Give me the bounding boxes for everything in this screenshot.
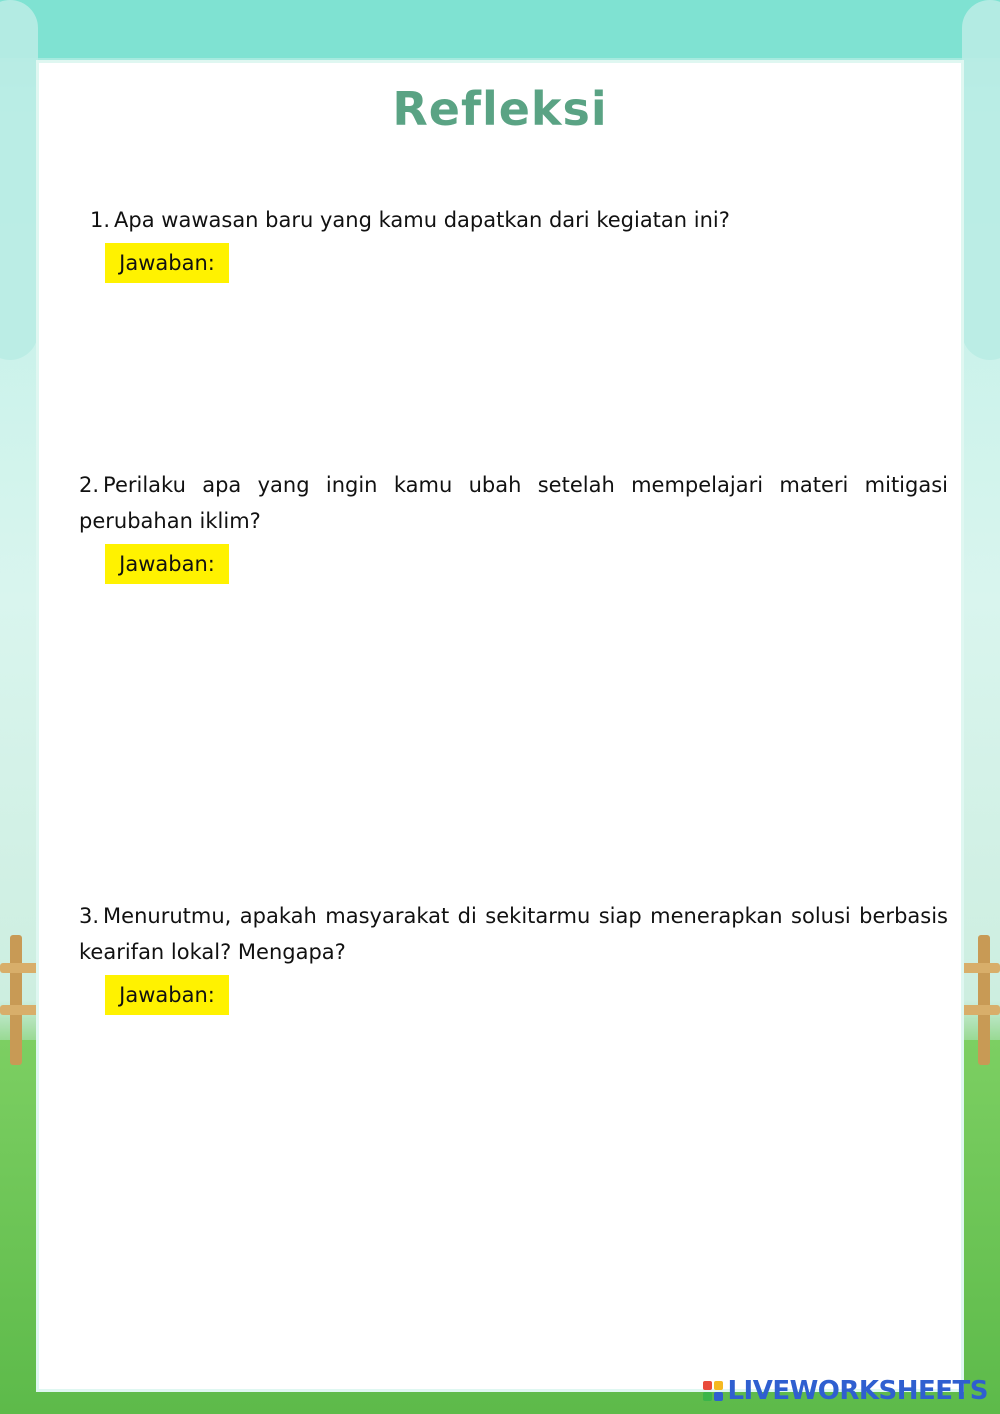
answer-area-1[interactable] <box>105 290 945 450</box>
liveworksheets-logo <box>703 1374 988 1408</box>
question-number: 3. <box>79 904 100 928</box>
question-number: 2. <box>79 473 100 497</box>
answer-label: Jawaban: <box>105 975 229 1015</box>
page-title: Refleksi <box>392 82 608 136</box>
liveworksheets-icon <box>703 1381 723 1401</box>
tree-decoration-left <box>0 0 38 360</box>
top-banner <box>0 0 1000 58</box>
answer-label: Jawaban: <box>105 243 229 283</box>
answer-area-3[interactable] <box>105 1021 945 1361</box>
question-3 <box>79 898 948 970</box>
answer-label: Jawaban: <box>105 544 229 584</box>
brand-name: LIVEWORKSHEETS <box>727 1376 988 1406</box>
question-1 <box>90 202 950 238</box>
tree-decoration-right <box>962 0 1000 360</box>
question-2 <box>79 467 948 539</box>
question-text: Perilaku apa yang ingin kamu ubah setelah mempelajari materi mitigasi perubahan iklim? <box>79 473 948 533</box>
fence-right <box>960 935 1000 1055</box>
question-text: Menurutmu, apakah masyarakat di sekitarmu siap menerapkan solusi berbasis kearifan lokal? Mengapa? <box>79 904 948 964</box>
question-text: Apa wawasan baru yang kamu dapatkan dari kegiatan ini? <box>114 208 730 232</box>
question-number: 1. <box>90 208 111 232</box>
fence-left <box>0 935 40 1055</box>
answer-area-2[interactable] <box>105 590 945 880</box>
